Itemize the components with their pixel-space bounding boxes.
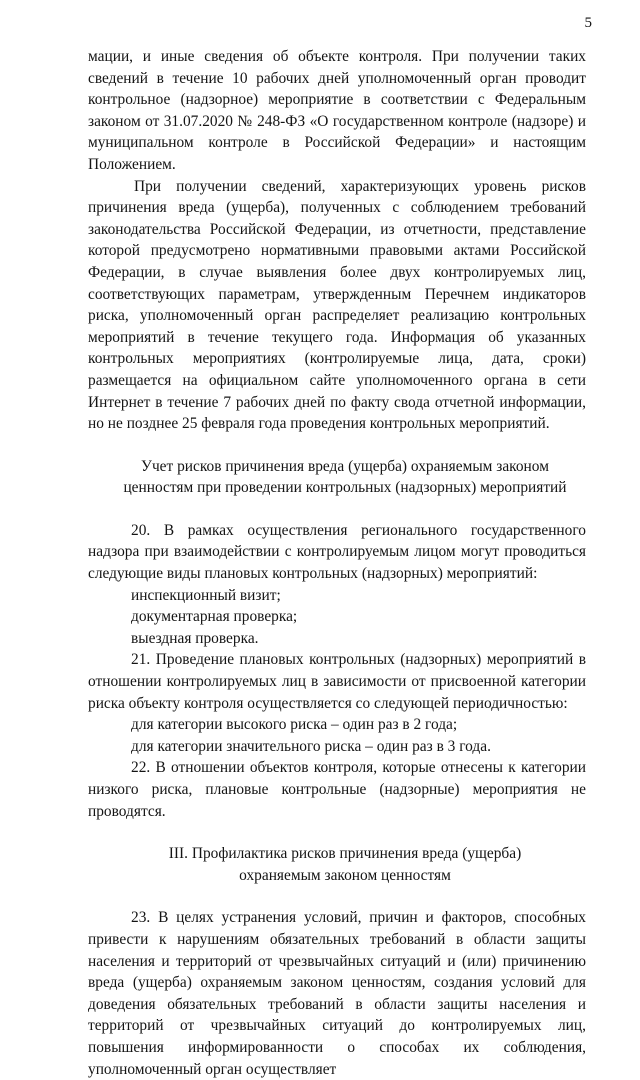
clause-21: 21. Проведение плановых контрольных (надзорных) мероприятий в отношении контролируемых лиц в зависимости от присвоенной категории риска объекту контроля осуществляется со следующей периодичностью: xyxy=(88,651,586,712)
heading-line: ценностям при проведении контрольных (надзорных) мероприятий xyxy=(123,479,567,497)
clause-22: 22. В отношении объектов контроля, которые отнесены к категории низкого риска, плановые контрольные (надзорные) мероприятия не проводятся. xyxy=(88,759,586,820)
list-item: для категории высокого риска – один раз в 2 года; xyxy=(131,716,458,734)
page-number: 5 xyxy=(584,15,592,31)
list-item: для категории значительного риска – один раз в 3 года. xyxy=(131,737,491,755)
section-heading-risk-accounting xyxy=(88,456,586,499)
list-item: выездная проверка. xyxy=(131,629,259,647)
heading-line: Учет рисков причинения вреда (ущерба) охраняемым законом xyxy=(141,457,549,475)
paragraph-risk-info: При получении сведений, характеризующих уровень рисков причинения вреда (ущерба), полученных с соблюдением требований законодательства Российской Федерации, из отчетности, представление которой предусмотрено нормативными правовыми актами Российской Федерации, в случае выявления более двух контролируемых лиц, соответствующих параметрам, утвержденным Перечнем индикаторов риска, уполномоченный орган распределяет реализацию контрольных мероприятий в течение текущего года. Информация об указанных контрольных мероприятиях (контролируемые лица, дата, сроки) размещается на официальном сайте уполномоченного органа в сети Интернет в течение 7 рабочих дней по факту свода отчетной информации, но не позднее 25 февраля года проведения контрольных мероприятий. xyxy=(88,177,586,433)
section-heading-prevention xyxy=(88,843,586,886)
document-body xyxy=(88,46,586,1080)
clause-23: 23. В целях устранения условий, причин и факторов, способных привести к нарушениям обязательных требований в области защиты населения и территорий от чрезвычайных ситуаций и (или) причинению вреда (ущерба) охраняемым законом ценностям, создания условий для доведения обязательных требований в области защиты населения и территорий от чрезвычайных ситуаций до контролируемых лиц, повышения информированности о способах их соблюдения, уполномоченный орган осуществляет xyxy=(88,909,586,1078)
list-item: инспекционный визит; xyxy=(131,586,281,604)
list-item: документарная проверка; xyxy=(131,608,298,626)
heading-line: охраняемым законом ценностям xyxy=(239,866,451,884)
heading-line: III. Профилактика рисков причинения вреда (ущерба) xyxy=(168,845,522,863)
paragraph-intro: мации, и иные сведения об объекте контроля. При получении таких сведений в течение 10 рабочих дней уполномоченный орган проводит контрольное (надзорное) мероприятие в соответствии с Федеральным законом от 31.07.2020 № 248-ФЗ «О государственном контроле (надзоре) и муниципальном контроле в Российской Федерации» и настоящим Положением. xyxy=(88,48,586,173)
clause-20: 20. В рамках осуществления регионального государственного надзора при взаимодействии с контролируемым лицом могут проводиться следующие виды плановых контрольных (надзорных) мероприятий: xyxy=(88,521,586,583)
